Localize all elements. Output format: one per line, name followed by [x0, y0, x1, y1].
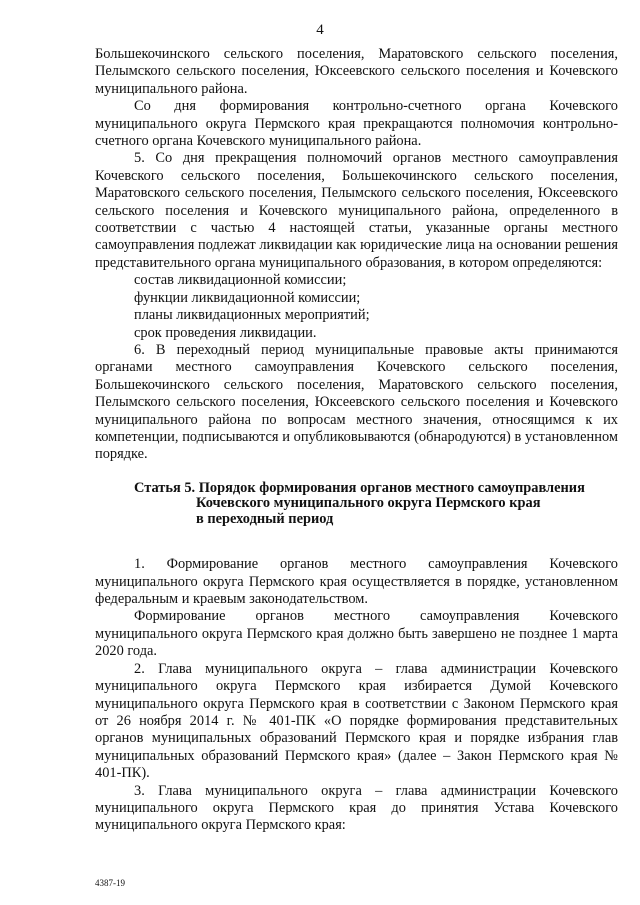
paragraph: Со дня формирования контрольно-счетного органа Кочевского муниципального округа Пермского края прекращаются полномочия контрольно-счетного органа Кочевского муниципального района.	[95, 98, 618, 150]
list-item: состав ликвидационной комиссии;	[134, 272, 347, 289]
paragraphs-after	[95, 556, 618, 835]
article-heading	[95, 481, 618, 528]
paragraphs-before	[95, 46, 618, 464]
list-item: функции ликвидационной комиссии;	[134, 289, 361, 306]
paragraph: 2. Глава муниципального округа – глава администрации Кочевского муниципального округа Пермского края избирается Думой Кочевского муниципального округа Пермского края в соответствии с Законом Пермского края от 26 ноября 2014 г. № 401-ПК «О порядке формирования представительных органов муниципальных образований Пермского края и порядке избрания глав муниципальных образований Пермского края» (далее – Закон Пермского края № 401-ПК).	[95, 660, 618, 782]
list-item: планы ликвидационных мероприятий;	[134, 307, 370, 324]
paragraph: 6. В переходный период муниципальные правовые акты принимаются органами местного самоуправления Кочевского сельского поселения, Большекочинского сельского поселения, Маратовского сельского поселения, Пелымского сельского поселения, Юксеевского сельского поселения и Кочевского муниципального района по вопросам местного значения, относящимся к их компетенции, подписываются и опубликовываются (обнародуются) в установленном порядке.	[95, 341, 618, 463]
page-number: 4	[316, 22, 324, 38]
article-heading-line-2: Кочевского муниципального округа Пермского края	[196, 495, 541, 512]
document-body	[95, 46, 618, 835]
document-code: 4387-19	[95, 878, 125, 888]
paragraph: 3. Глава муниципального округа – глава администрации Кочевского муниципального округа Пермского края до принятия Устава Кочевского муниципального округа Пермского края:	[95, 782, 618, 834]
article-heading-line-3: в переходный период	[196, 510, 334, 527]
paragraph: 1. Формирование органов местного самоуправления Кочевского муниципального округа Пермского края осуществляется в порядке, установленном федеральным и краевым законодательством.	[95, 556, 618, 608]
paragraph: Формирование органов местного самоуправления Кочевского муниципального округа Пермского края должно быть завершено не позднее 1 марта 2020 года.	[95, 608, 618, 660]
list-item: срок проведения ликвидации.	[134, 324, 317, 341]
article-heading-line-1: Статья 5. Порядок формирования органов местного самоуправления	[134, 479, 585, 496]
paragraph: Большекочинского сельского поселения, Маратовского сельского поселения, Пелымского сельского поселения, Юксеевского сельского поселения и Кочевского муниципального района.	[95, 46, 618, 97]
paragraph: 5. Со дня прекращения полномочий органов местного самоуправления Кочевского сельского поселения, Большекочинского сельского поселения, Маратовского сельского поселения, Пелымского сельского поселения, Юксеевского сельского поселения и Кочевского муниципального района, определенного в соответствии с частью 4 настоящей статьи, указанные органы местного самоуправления подлежат ликвидации как юридические лица на основании решения представительного органа муниципального образования, в котором определяются:	[95, 150, 618, 271]
